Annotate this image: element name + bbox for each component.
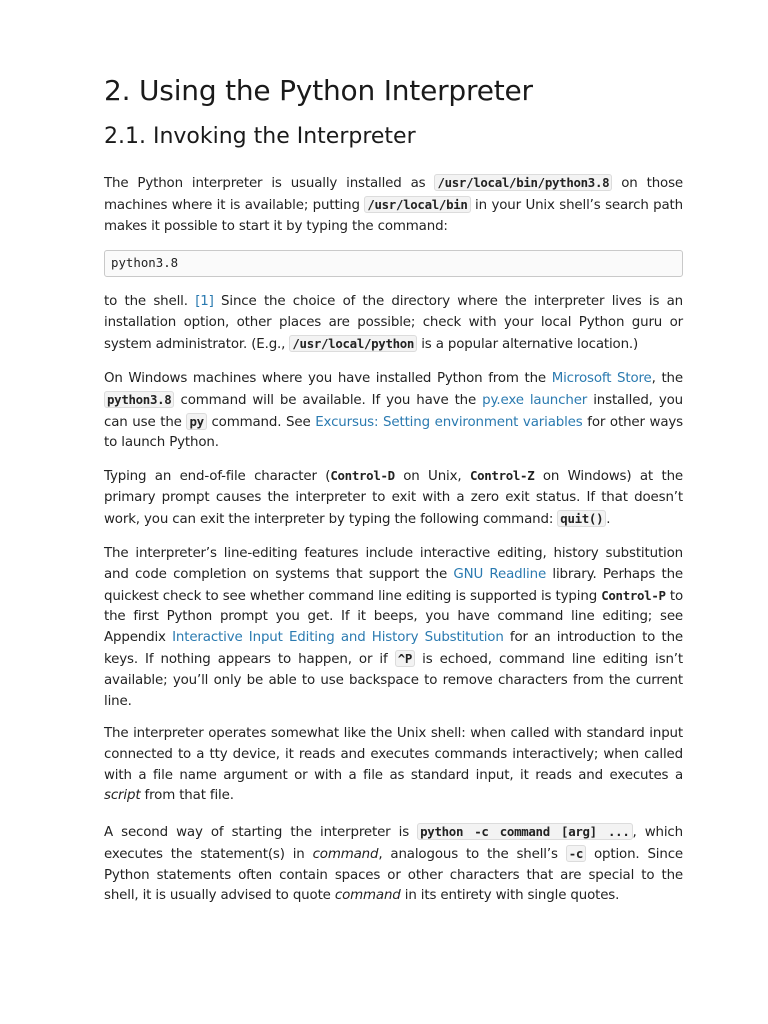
keyboard-shortcut: Control-D — [330, 468, 395, 483]
keyboard-shortcut: Control-Z — [469, 468, 535, 483]
inline-code: py — [186, 413, 206, 430]
paragraph-line-editing: The interpreter’s line-editing features include interactive editing, history substitution and code completion on systems that support the GNU Readline library. Perhaps the quickest check to see whether command line editing is supported is typing Control-P to the first Python prompt you get. If it beeps, you have command line editing; see Appendix Interactive Input Editing and History Substitution for an introduction to the keys. If nothing appears to happen, or if ^P is echoed, command line editing isn’t available; you’ll only be able to use backspace to remove characters from the current line. — [104, 546, 684, 709]
inline-code: quit() — [557, 510, 606, 527]
microsoft-store-link[interactable]: Microsoft Store — [551, 371, 652, 386]
inline-code: ^P — [395, 650, 415, 667]
inline-code: /usr/local/bin/python3.8 — [434, 174, 612, 191]
inline-code: /usr/local/python — [289, 335, 417, 352]
inline-code: -c — [566, 845, 586, 862]
environment-variables-link[interactable]: Excursus: Setting environment variables — [315, 414, 583, 430]
gnu-readline-link[interactable]: GNU Readline — [453, 566, 547, 582]
py-launcher-link[interactable]: py.exe launcher — [482, 392, 588, 408]
paragraph-shell-location: to the shell. [1] Since the choice of the directory where the interpreter lives is an installation option, other places are possible; check with your local Python guru or system administrator. (E.g., /usr/local/python is a popular alternative location.) — [104, 294, 683, 352]
inline-code: python -c command [arg] ... — [417, 823, 632, 840]
keyboard-shortcut: Control-P — [601, 587, 666, 603]
page-title: 2. Using the Python Interpreter — [104, 74, 533, 107]
paragraph-windows: On Windows machines where you have installed Python from the Microsoft Store, the python3.8 command will be available. If you have the py.exe launcher installed, you can use the py command. See Excursus: Setting environment variables for other ways to launch Python. — [104, 371, 683, 451]
inline-code: python3.8 — [104, 391, 174, 408]
section-title: 2.1. Invoking the Interpreter — [104, 124, 416, 149]
paragraph-end-of-file: Typing an end-of-file character (Control-D on Unix, Control-Z on Windows) at the primary prompt causes the interpreter to exit with a zero exit status. If that doesn’t work, you can exit the interpreter by typing the following command: quit() . — [104, 468, 683, 527]
code-block-text: python3.8 — [111, 255, 179, 270]
paragraph-second-way: A second way of starting the interpreter is python -c command [arg] ... , which executes the statement(s) in command, analogous to the shell’s -c option. Since Python statements often contain spaces or other characters that are special to the shell, it is usually advised to quote command in its entirety with single quotes. — [104, 824, 684, 904]
inline-code: /usr/local/bin — [364, 196, 470, 213]
interactive-input-editing-link[interactable]: Interactive Input Editing and History Substitution — [172, 630, 504, 646]
footnote-link[interactable]: [1] — [195, 294, 214, 309]
code-block[interactable] — [104, 250, 683, 277]
paragraph-install-location: The Python interpreter is usually installed as /usr/local/bin/python3.8 on those machines where it is available; putting /usr/local/bin in your Unix shell’s search path makes it possible to start it by typing the command: — [104, 175, 683, 234]
paragraph-unix-shell: The interpreter operates somewhat like the Unix shell: when called with standard input connected to a tty device, it reads and executes commands interactively; when called with a file name argument or with a file as standard input, it reads and executes a script from that file. — [104, 726, 683, 804]
